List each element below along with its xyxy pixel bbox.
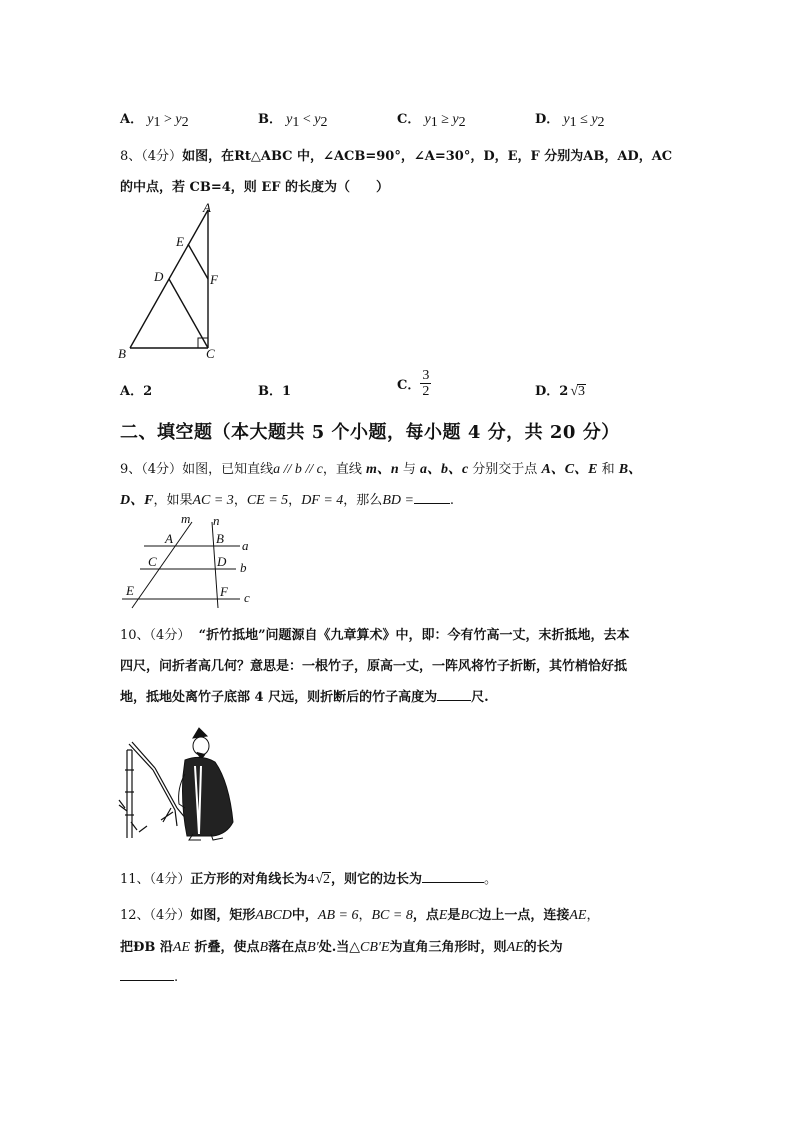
label-a-point: A xyxy=(165,531,173,546)
label-f: F xyxy=(210,272,218,287)
label-c-point: C xyxy=(148,554,157,569)
q12-line-3: . xyxy=(120,968,178,985)
q7-option-b[interactable]: B． $y_1 < y_2$ xyxy=(258,112,328,130)
q8-triangle-figure xyxy=(112,198,232,368)
q12-line-1: 12、（4分）如图，矩形ABCD中，AB = 6，BC = 8，点E是BC边上一点，连接AE， xyxy=(120,908,600,923)
sqrt-radicand: 2 xyxy=(323,872,331,887)
label-line-b: b xyxy=(240,560,247,575)
q10-line-1: 10、（4分） “折竹抵地”问题源自《九章算术》中，即：今有竹高一丈，末折抵地，去本 xyxy=(120,628,630,643)
q8-option-a[interactable]: A．2 xyxy=(120,384,153,399)
q7-option-c[interactable]: C． $y_1 \ge y_2$ xyxy=(397,112,466,130)
sqrt-radicand: 3 xyxy=(578,384,586,399)
q8-option-c[interactable]: C． $\frac{3}{2}$ xyxy=(397,368,430,399)
label-f-point: F xyxy=(220,584,228,599)
line-ef xyxy=(188,244,208,279)
q7-option-a[interactable]: A． $y_1 > y_2$ xyxy=(120,112,189,130)
label-line-c: c xyxy=(244,590,250,605)
q10-line-3: 地，抵地处离竹子底部 4 尺远，则折断后的竹子高度为 尺. xyxy=(120,690,489,705)
q7-option-d[interactable]: D． $y_1 \le y_2$ xyxy=(535,112,605,130)
label-d-point: D xyxy=(217,554,227,569)
q8-line-1: 8、（4分）如图，在Rt△ABC 中，∠ACB=90°，∠A=30°，D，E，F 分别为AB，AD，AC xyxy=(120,149,673,164)
label-e: E xyxy=(176,234,184,249)
q12-line-2: 把ÐB 沿AE 折叠，使点B落在点B′处.当△CB′E为直角三角形时，则AE的长为 xyxy=(120,940,563,955)
label-m: m xyxy=(181,511,191,526)
q9-answer-blank[interactable] xyxy=(414,491,450,504)
label-a: A xyxy=(203,200,211,215)
q8-option-d[interactable]: D．2 √3 xyxy=(535,384,586,399)
label-n: n xyxy=(213,513,220,528)
q8-line-2: 的中点，若 CB=4，则 EF 的长度为（ ） xyxy=(120,180,389,195)
label-b-point: B xyxy=(216,531,224,546)
fraction-3-2: $\frac{3}{2}$ xyxy=(422,368,430,399)
line-m xyxy=(132,522,192,608)
q9-parallel-lines-figure xyxy=(118,510,268,610)
label-line-a: a xyxy=(242,538,249,553)
label-e-point: E xyxy=(126,583,134,598)
bamboo-scholar-illustration xyxy=(115,720,240,845)
label-d: D xyxy=(154,269,164,284)
q10-line-2: 四尺，问折者高几何？意思是：一根竹子，原高一丈，一阵风将竹子折断，其竹梢恰好抵 xyxy=(120,659,628,674)
q8-option-b[interactable]: B．1 xyxy=(258,384,292,399)
section-title-fill-in: 二、填空题（本大题共 5 个小题，每小题 4 分，共 20 分） xyxy=(120,422,620,443)
q9-line-1: 9、（4分）如图，已知直线a // b // c，直线 m、n 与 a、b、c 分别交于点 A、C、E 和 B、 xyxy=(120,462,643,477)
label-c: C xyxy=(206,346,215,361)
q11-line: 11、（4分）正方形的对角线长为4√2，则它的边长为 。 xyxy=(120,872,498,887)
label-b: B xyxy=(118,346,126,361)
q10-answer-blank[interactable] xyxy=(437,688,471,701)
q9-line-2: D、F，如果AC = 3，CE = 5，DF = 4，那么BD = . xyxy=(120,493,455,508)
q11-answer-blank[interactable] xyxy=(422,870,484,883)
scholar-icon xyxy=(179,728,233,840)
bamboo-icon xyxy=(119,742,187,838)
q12-answer-blank[interactable] xyxy=(120,968,174,981)
